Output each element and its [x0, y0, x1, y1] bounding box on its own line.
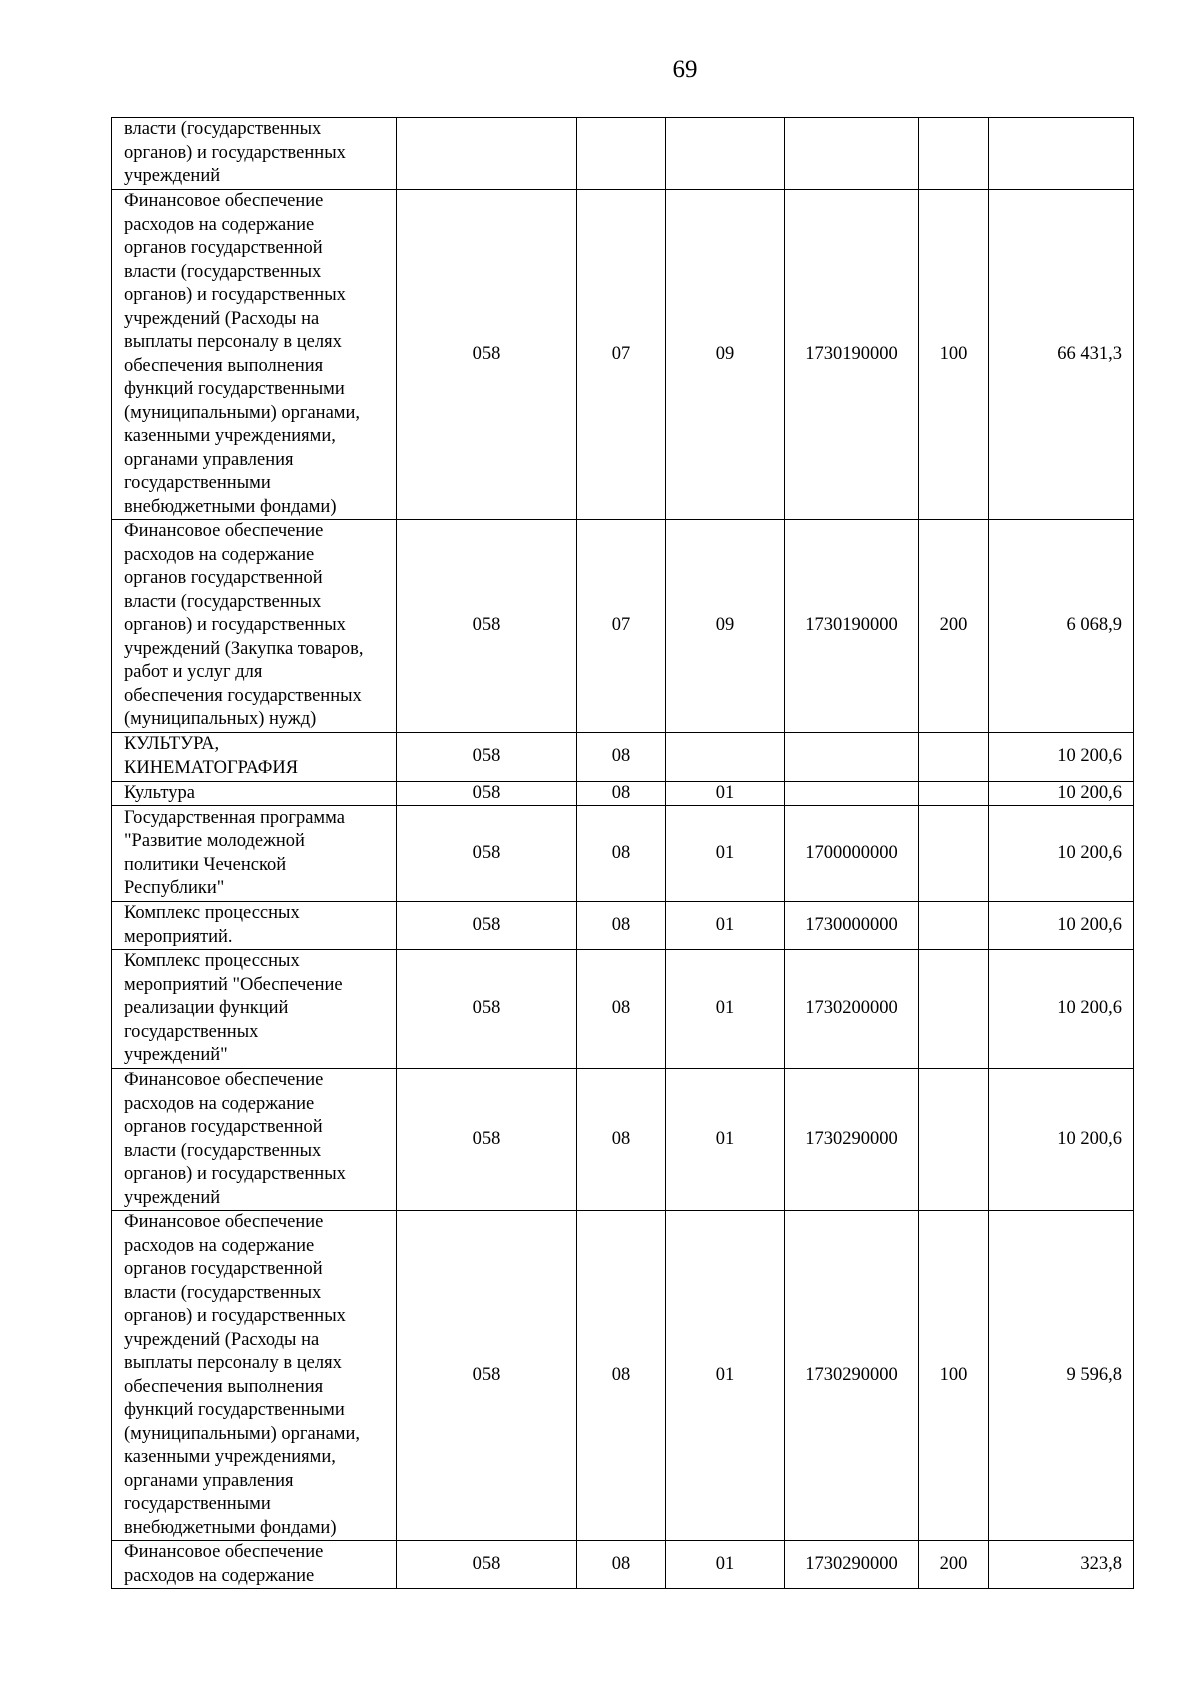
expense-type-code	[919, 806, 989, 902]
row-name: Финансовое обеспечение расходов на содержание органов государственной власти (государственных органов) и государственных учреждений (Расходы на выплаты персоналу в целях обеспечения выполнения функций государственными (муниципальными) органами, казенными учреждениями, органами управления государственными внебюджетными фондами)	[112, 1211, 397, 1541]
section-code: 08	[577, 1211, 666, 1541]
row-name: Комплекс процессных мероприятий "Обеспечение реализации функций государственных учреждений"	[112, 950, 397, 1069]
row-name: Финансовое обеспечение расходов на содержание органов государственной власти (государственных органов) и государственных учреждений (Расходы на выплаты персоналу в целях обеспечения выполнения функций государственными (муниципальными) органами, казенными учреждениями, органами управления государственными внебюджетными фондами)	[112, 190, 397, 520]
target-article-code: 1730290000	[785, 1069, 919, 1211]
table-row	[112, 1211, 1134, 1541]
row-name: Государственная программа "Развитие молодежной политики Чеченской Республики"	[112, 806, 397, 902]
amount: 10 200,6	[989, 806, 1134, 902]
amount: 10 200,6	[989, 781, 1134, 806]
table-row	[112, 950, 1134, 1069]
table-row	[112, 732, 1134, 781]
expense-type-code	[919, 732, 989, 781]
subsection-code	[666, 118, 785, 190]
target-article-code: 1730290000	[785, 1211, 919, 1541]
amount: 10 200,6	[989, 1069, 1134, 1211]
row-name: КУЛЬТУРА, КИНЕМАТОГРАФИЯ	[112, 732, 397, 781]
table-row	[112, 1541, 1134, 1589]
table-row	[112, 806, 1134, 902]
amount: 10 200,6	[989, 732, 1134, 781]
row-name: Комплекс процессных мероприятий.	[112, 902, 397, 950]
table-row	[112, 781, 1134, 806]
subsection-code: 01	[666, 902, 785, 950]
row-name: власти (государственных органов) и государственных учреждений	[112, 118, 397, 190]
subsection-code: 09	[666, 520, 785, 733]
expense-type-code	[919, 118, 989, 190]
subsection-code: 01	[666, 1541, 785, 1589]
subsection-code: 09	[666, 190, 785, 520]
target-article-code	[785, 118, 919, 190]
expense-type-code: 200	[919, 520, 989, 733]
expense-type-code	[919, 902, 989, 950]
section-code: 08	[577, 950, 666, 1069]
target-article-code: 1730200000	[785, 950, 919, 1069]
ministry-code: 058	[397, 1541, 577, 1589]
ministry-code: 058	[397, 950, 577, 1069]
table-row	[112, 190, 1134, 520]
target-article-code: 1730190000	[785, 190, 919, 520]
expense-type-code: 200	[919, 1541, 989, 1589]
section-code: 08	[577, 902, 666, 950]
table-row	[112, 118, 1134, 190]
amount: 10 200,6	[989, 902, 1134, 950]
expense-type-code	[919, 781, 989, 806]
subsection-code: 01	[666, 781, 785, 806]
table-row	[112, 1069, 1134, 1211]
section-code	[577, 118, 666, 190]
section-code: 07	[577, 190, 666, 520]
ministry-code: 058	[397, 520, 577, 733]
amount: 66 431,3	[989, 190, 1134, 520]
expense-type-code: 100	[919, 190, 989, 520]
section-code: 08	[577, 806, 666, 902]
amount: 323,8	[989, 1541, 1134, 1589]
section-code: 08	[577, 732, 666, 781]
subsection-code: 01	[666, 950, 785, 1069]
amount: 10 200,6	[989, 950, 1134, 1069]
ministry-code: 058	[397, 1069, 577, 1211]
subsection-code: 01	[666, 1069, 785, 1211]
target-article-code: 1730190000	[785, 520, 919, 733]
budget-table	[111, 117, 1134, 1589]
target-article-code	[785, 781, 919, 806]
subsection-code: 01	[666, 1211, 785, 1541]
target-article-code: 1730290000	[785, 1541, 919, 1589]
ministry-code: 058	[397, 190, 577, 520]
ministry-code: 058	[397, 902, 577, 950]
table-row	[112, 902, 1134, 950]
amount: 6 068,9	[989, 520, 1134, 733]
row-name: Финансовое обеспечение расходов на содержание органов государственной власти (государственных органов) и государственных учреждений	[112, 1069, 397, 1211]
target-article-code: 1700000000	[785, 806, 919, 902]
section-code: 08	[577, 1541, 666, 1589]
ministry-code: 058	[397, 732, 577, 781]
target-article-code: 1730000000	[785, 902, 919, 950]
subsection-code: 01	[666, 806, 785, 902]
ministry-code: 058	[397, 781, 577, 806]
expense-type-code	[919, 950, 989, 1069]
row-name: Культура	[112, 781, 397, 806]
table-row	[112, 520, 1134, 733]
expense-type-code	[919, 1069, 989, 1211]
section-code: 08	[577, 1069, 666, 1211]
amount	[989, 118, 1134, 190]
row-name: Финансовое обеспечение расходов на содержание	[112, 1541, 397, 1589]
page-number: 69	[672, 56, 698, 83]
row-name: Финансовое обеспечение расходов на содержание органов государственной власти (государственных органов) и государственных учреждений (Закупка товаров, работ и услуг для обеспечения государственных (муниципальных) нужд)	[112, 520, 397, 733]
ministry-code	[397, 118, 577, 190]
subsection-code	[666, 732, 785, 781]
ministry-code: 058	[397, 806, 577, 902]
amount: 9 596,8	[989, 1211, 1134, 1541]
section-code: 08	[577, 781, 666, 806]
expense-type-code: 100	[919, 1211, 989, 1541]
target-article-code	[785, 732, 919, 781]
section-code: 07	[577, 520, 666, 733]
ministry-code: 058	[397, 1211, 577, 1541]
